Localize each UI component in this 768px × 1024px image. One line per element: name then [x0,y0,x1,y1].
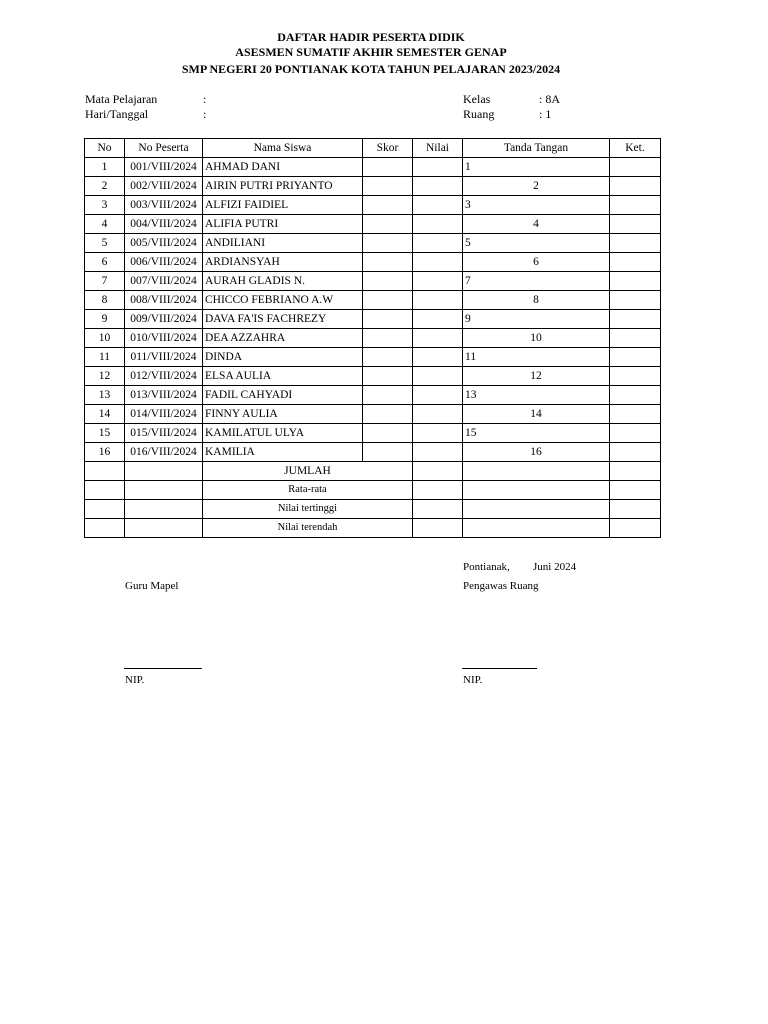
cell-no-peserta: 004/VIII/2024 [125,215,203,234]
cell-no: 10 [85,329,125,348]
cell-tanda-tangan: 15 [463,424,610,443]
cell-no: 13 [85,386,125,405]
attendance-table [84,138,661,538]
cell-no-peserta: 012/VIII/2024 [125,367,203,386]
cell-no: 15 [85,424,125,443]
table-row [85,272,661,291]
cell-nilai [413,291,463,310]
cell-no: 3 [85,196,125,215]
cell-nilai [413,234,463,253]
cell-no: 9 [85,310,125,329]
teacher-nip: NIP. [125,674,145,686]
table-row [85,253,661,272]
cell-nilai [413,329,463,348]
cell-no-peserta: 008/VIII/2024 [125,291,203,310]
kelas-value: : 8A [539,92,560,106]
summary-row [85,500,661,519]
cell-skor [363,291,413,310]
cell-skor [363,177,413,196]
cell-nama-siswa: KAMILATUL ULYA [203,424,363,443]
cell-no-peserta: 001/VIII/2024 [125,158,203,177]
cell-nama-siswa: DAVA FA'IS FACHREZY [203,310,363,329]
cell-nama-siswa: CHICCO FEBRIANO A.W [203,291,363,310]
cell-nilai [413,367,463,386]
cell-nama-siswa: FADIL CAHYADI [203,386,363,405]
cell-nilai [413,253,463,272]
cell-no-peserta: 014/VIII/2024 [125,405,203,424]
cell-nilai [413,158,463,177]
cell-tanda-tangan: 10 [463,329,610,348]
cell-no-peserta: 016/VIII/2024 [125,443,203,462]
cell-skor [363,443,413,462]
cell-no: 16 [85,443,125,462]
table-row [85,367,661,386]
cell-tanda-tangan: 14 [463,405,610,424]
cell-no: 2 [85,177,125,196]
cell-ket [610,348,661,367]
cell-nama-siswa: AURAH GLADIS N. [203,272,363,291]
cell-nama-siswa: ALFIZI FAIDIEL [203,196,363,215]
cell-ket [610,424,661,443]
document-title: DAFTAR HADIR PESERTA DIDIK [277,30,465,44]
cell-no-peserta: 010/VIII/2024 [125,329,203,348]
summary-label: Nilai terendah [203,519,413,538]
cell-skor [363,348,413,367]
cell-ket [610,386,661,405]
summary-tanda-tangan [463,519,610,538]
col-header-no-peserta: No Peserta [125,139,203,158]
cell-ket [610,215,661,234]
cell-nama-siswa: FINNY AULIA [203,405,363,424]
signature-place: Pontianak, [463,561,510,573]
cell-no-peserta: 007/VIII/2024 [125,272,203,291]
cell-nilai [413,386,463,405]
table-header-row [85,139,661,158]
cell-no-peserta: 009/VIII/2024 [125,310,203,329]
school-title: SMP NEGERI 20 PONTIANAK KOTA TAHUN PELAJARAN 2023/2024 [181,62,561,76]
cell-nama-siswa: DINDA [203,348,363,367]
cell-ket [610,329,661,348]
summary-blank-no [85,481,125,500]
cell-no: 1 [85,158,125,177]
summary-tanda-tangan [463,462,610,481]
summary-tanda-tangan [463,481,610,500]
summary-ket [610,462,661,481]
supervisor-nip: NIP. [463,674,483,686]
summary-blank-no [85,500,125,519]
table-row [85,310,661,329]
cell-tanda-tangan: 5 [463,234,610,253]
table-row [85,424,661,443]
cell-nilai [413,424,463,443]
cell-nilai [413,272,463,291]
summary-ket [610,481,661,500]
ruang-value: : 1 [539,107,552,121]
cell-ket [610,310,661,329]
cell-tanda-tangan: 9 [463,310,610,329]
summary-row [85,481,661,500]
cell-nama-siswa: ELSA AULIA [203,367,363,386]
cell-nilai [413,177,463,196]
cell-no-peserta: 015/VIII/2024 [125,424,203,443]
cell-ket [610,196,661,215]
document-subtitle: ASESMEN SUMATIF AKHIR SEMESTER GENAP [235,45,507,59]
summary-nilai [413,500,463,519]
cell-tanda-tangan: 4 [463,215,610,234]
cell-tanda-tangan: 6 [463,253,610,272]
table-row [85,443,661,462]
table-row [85,177,661,196]
cell-nama-siswa: ANDILIANI [203,234,363,253]
teacher-label: Guru Mapel [125,580,179,592]
cell-nama-siswa: AIRIN PUTRI PRIYANTO [203,177,363,196]
cell-skor [363,310,413,329]
summary-blank-peserta [125,519,203,538]
teacher-signature-line [124,668,202,669]
cell-tanda-tangan: 11 [463,348,610,367]
cell-nama-siswa: AHMAD DANI [203,158,363,177]
summary-blank-peserta [125,481,203,500]
cell-ket [610,367,661,386]
cell-skor [363,367,413,386]
kelas-label: Kelas [463,92,491,106]
cell-ket [610,177,661,196]
cell-nama-siswa: ARDIANSYAH [203,253,363,272]
tanggal-label: Hari/Tanggal [85,107,149,121]
cell-tanda-tangan: 2 [463,177,610,196]
table-row [85,291,661,310]
col-header-nilai: Nilai [413,139,463,158]
summary-nilai [413,519,463,538]
cell-ket [610,291,661,310]
summary-nilai [413,481,463,500]
summary-label: Nilai tertinggi [203,500,413,519]
cell-ket [610,158,661,177]
cell-no-peserta: 005/VIII/2024 [125,234,203,253]
cell-skor [363,196,413,215]
cell-nilai [413,405,463,424]
cell-skor [363,253,413,272]
cell-no-peserta: 002/VIII/2024 [125,177,203,196]
cell-ket [610,234,661,253]
table-row [85,234,661,253]
table-row [85,329,661,348]
summary-blank-peserta [125,500,203,519]
summary-blank-no [85,462,125,481]
mapel-value: : [203,92,207,106]
cell-tanda-tangan: 12 [463,367,610,386]
cell-nilai [413,348,463,367]
summary-label: Rata-rata [203,481,413,500]
cell-tanda-tangan: 1 [463,158,610,177]
cell-no-peserta: 003/VIII/2024 [125,196,203,215]
summary-ket [610,519,661,538]
cell-skor [363,424,413,443]
cell-no: 6 [85,253,125,272]
summary-blank-peserta [125,462,203,481]
mapel-label: Mata Pelajaran [85,92,158,106]
signature-date: Juni 2024 [533,561,577,573]
table-body [85,158,661,462]
cell-skor [363,405,413,424]
supervisor-signature-line [462,668,537,669]
table-row [85,196,661,215]
cell-no: 11 [85,348,125,367]
cell-no: 14 [85,405,125,424]
table-row [85,386,661,405]
cell-nilai [413,443,463,462]
cell-ket [610,405,661,424]
cell-no: 12 [85,367,125,386]
summary-ket [610,500,661,519]
summary-tanda-tangan [463,500,610,519]
cell-no-peserta: 006/VIII/2024 [125,253,203,272]
cell-no: 7 [85,272,125,291]
cell-skor [363,386,413,405]
col-header-skor: Skor [363,139,413,158]
cell-nama-siswa: DEA AZZAHRA [203,329,363,348]
cell-nilai [413,215,463,234]
col-header-ket: Ket. [610,139,661,158]
ruang-label: Ruang [463,107,495,121]
cell-nilai [413,196,463,215]
cell-nilai [413,310,463,329]
summary-row [85,519,661,538]
col-header-tanda-tangan: Tanda Tangan [463,139,610,158]
cell-skor [363,234,413,253]
cell-no: 4 [85,215,125,234]
cell-no-peserta: 013/VIII/2024 [125,386,203,405]
cell-tanda-tangan: 8 [463,291,610,310]
cell-skor [363,215,413,234]
cell-ket [610,272,661,291]
cell-nama-siswa: ALIFIA PUTRI [203,215,363,234]
cell-ket [610,443,661,462]
cell-tanda-tangan: 3 [463,196,610,215]
cell-skor [363,272,413,291]
cell-ket [610,253,661,272]
table-row [85,405,661,424]
cell-tanda-tangan: 16 [463,443,610,462]
cell-no-peserta: 011/VIII/2024 [125,348,203,367]
col-header-no: No [85,139,125,158]
supervisor-label: Pengawas Ruang [463,580,539,592]
tanggal-value: : [203,107,207,121]
table-row [85,215,661,234]
summary-nilai [413,462,463,481]
cell-no: 8 [85,291,125,310]
summary-label: JUMLAH [203,462,413,481]
summary-blank-no [85,519,125,538]
cell-skor [363,158,413,177]
summary-body [85,462,661,538]
table-row [85,158,661,177]
summary-row [85,462,661,481]
cell-nama-siswa: KAMILIA [203,443,363,462]
cell-skor [363,329,413,348]
cell-tanda-tangan: 7 [463,272,610,291]
cell-tanda-tangan: 13 [463,386,610,405]
cell-no: 5 [85,234,125,253]
col-header-nama-siswa: Nama Siswa [203,139,363,158]
table-row [85,348,661,367]
